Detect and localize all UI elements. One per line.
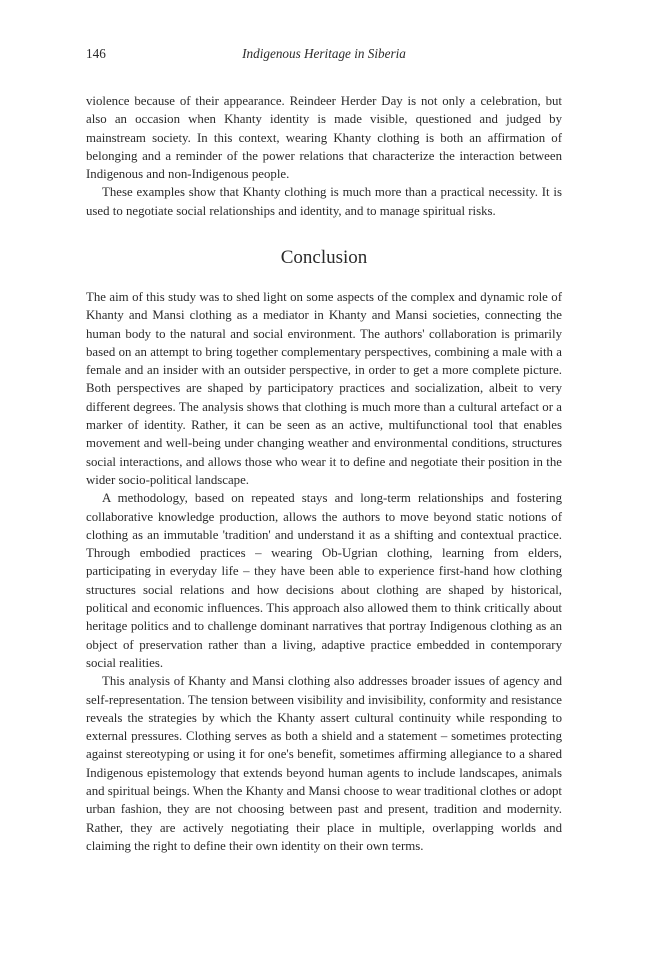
page-number: 146 — [86, 46, 106, 61]
conclusion-text-block — [86, 288, 562, 855]
body-paragraph: These examples show that Khanty clothing is much more than a practical necessity. It is used to negotiate social relationships and identity, and to manage spiritual risks. — [86, 185, 562, 218]
intro-text-block — [86, 92, 562, 220]
section-heading: Conclusion — [280, 247, 368, 268]
body-paragraph: A methodology, based on repeated stays and long-term relationships and fostering collaborative knowledge production, allows the authors to move beyond static notions of clothing as an immutable 'tradition' and understand it as a shifting and contextual practice. Through embodied practices – wearing Ob-Ugrian clothing, learning from elders, participating in everyday life – they have been able to experience first-hand how clothing structures social relations and how decisions about clothing are shaped by historical, political and economic influences. This approach also allowed them to think critically about heritage politics and to challenge dominant narratives that portray Indigenous clothing as an object of preservation rather than a living, adaptive practice embedded in contemporary social realities. — [86, 491, 562, 670]
body-paragraph: This analysis of Khanty and Mansi clothing also addresses broader issues of agency and self-representation. The tension between visibility and invisibility, conformity and resistance reveals the strategies by which the Khanty assert cultural continuity while responding to external pressures. Clothing serves as both a shield and a statement – sometimes protecting against stereotyping or using it for one's benefit, sometimes affirming allegiance to a shared Indigenous epistemology that extends beyond human agents to include landscapes, animals and spiritual beings. When the Khanty and Mansi choose to wear traditional clothes or adopt urban fashion, they are not choosing between past and present, tradition and modernity. Rather, they are actively negotiating their place in multiple, overlapping worlds and claiming the right to define their own identity on their own terms. — [86, 674, 562, 853]
body-paragraph: violence because of their appearance. Reindeer Herder Day is not only a celebration, but also an occasion when Khanty identity is made visible, questioned and judged by mainstream society. In this context, wearing Khanty clothing is both an affirmation of belonging and a reminder of the power relations that characterize the interaction between Indigenous and non-Indigenous people. — [86, 94, 562, 182]
running-title: Indigenous Heritage in Siberia — [242, 46, 406, 61]
body-paragraph: The aim of this study was to shed light on some aspects of the complex and dynamic role of Khanty and Mansi clothing as a mediator in Khanty and Mansi societies, connecting the human body to the natural and social environment. The authors' collaboration is primarily based on an attempt to bring together complementary perspectives, combining a male with a female and an insider with an outsider perspective, in order to get a more complete picture. Both perspectives are shaped by participatory practices and socialization, albeit to very different degrees. The analysis shows that clothing is much more than a cultural artefact or a marker of identity. Rather, it can be seen as an active, multifunctional tool that enables movement and well-being under changing weather and environmental conditions, structures social interactions, and allows those who wear it to define and negotiate their position in the wider socio-political landscape. — [86, 290, 562, 487]
running-header — [86, 44, 562, 64]
